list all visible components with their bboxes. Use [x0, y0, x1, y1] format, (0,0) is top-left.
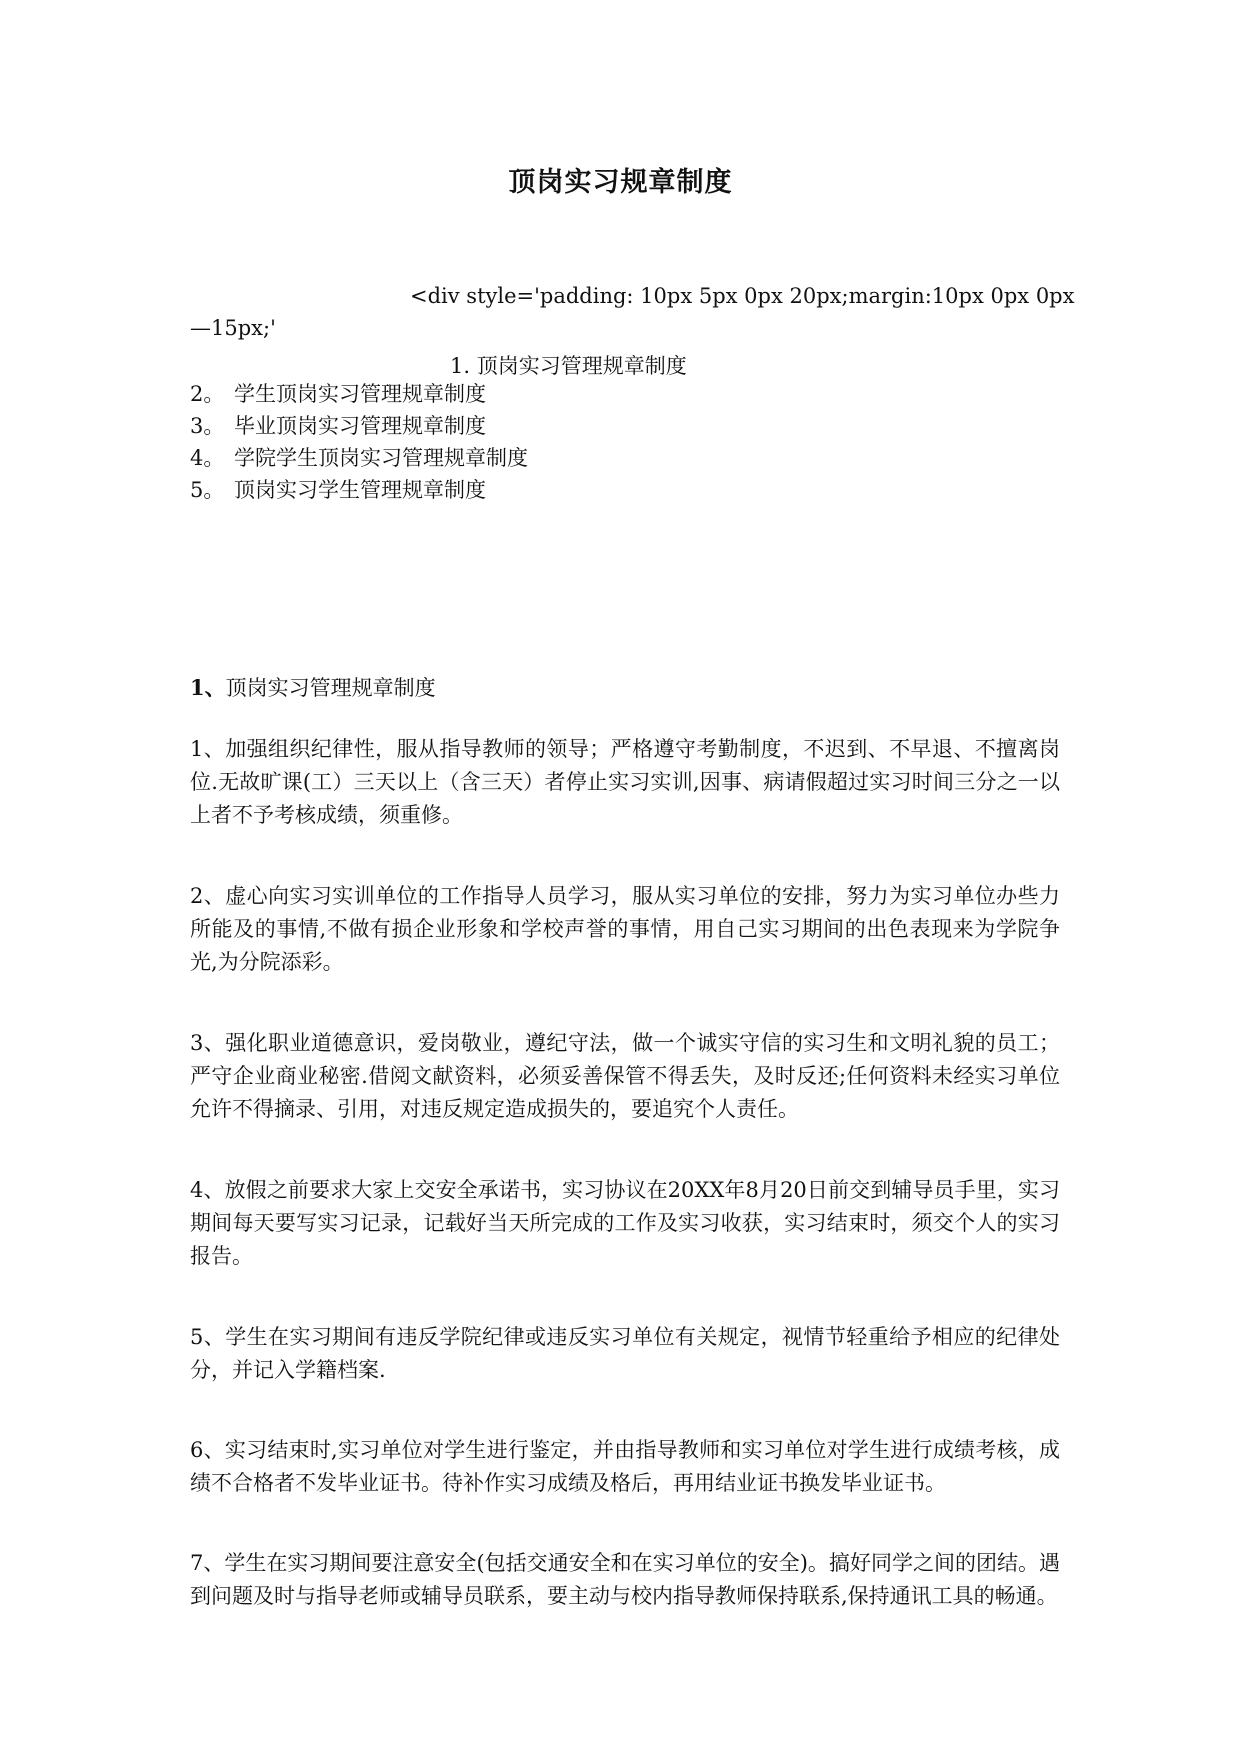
code-text-line-2: —15px;': [190, 316, 276, 340]
toc-item-1: 1. 顶岗实习管理规章制度: [450, 354, 687, 378]
rule-paragraph-3: 3、强化职业道德意识，爱岗敬业，遵纪守法，做一个诚实守信的实习生和文明礼貌的员工；严守企业商业秘密.借阅文献资料，必须妥善保管不得丢失，及时反还;任何资料未经实习单位允许不得摘录、引用，对违反规定造成损失的，要追究个人责任。: [190, 1031, 1060, 1121]
rule-paragraph-5: 5、学生在实习期间有违反学院纪律或违反实习单位有关规定，视情节轻重给予相应的纪律处分，并记入学籍档案.: [190, 1325, 1060, 1382]
toc-item: [190, 442, 528, 474]
toc-item: [190, 410, 528, 442]
toc-item-label: 毕业顶岗实习管理规章制度: [234, 414, 486, 438]
section-title: 顶岗实习管理规章制度: [225, 676, 436, 700]
section-heading: [190, 672, 436, 702]
toc-item-label: 学生顶岗实习管理规章制度: [234, 382, 486, 406]
rule-paragraph-7: 7、学生在实习期间要注意安全(包括交通安全和在实习单位的安全)。搞好同学之间的团结。遇到问题及时与指导老师或辅导员联系，要主动与校内指导教师保持联系,保持通讯工具的畅通。: [190, 1551, 1060, 1608]
toc-item: [190, 378, 528, 410]
toc-item-number: 3。: [190, 414, 225, 438]
toc-item-number: 5。: [190, 478, 225, 502]
toc-item-number: 2。: [190, 382, 225, 406]
toc-item-label: 顶岗实习学生管理规章制度: [234, 478, 486, 502]
document-title: 顶岗实习规章制度: [508, 167, 733, 198]
toc-item: [190, 474, 528, 506]
toc-list: [190, 378, 528, 506]
rule-paragraph-1: 1、加强组织纪律性，服从指导教师的领导；严格遵守考勤制度，不迟到、不早退、不擅离岗位.无故旷课(工）三天以上（含三天）者停止实习实训,因事、病请假超过实习时间三分之一以上者不予考核成绩，须重修。: [190, 737, 1060, 827]
rule-paragraph-6: 6、实习结束时,实习单位对学生进行鉴定，并由指导教师和实习单位对学生进行成绩考核，成绩不合格者不发毕业证书。待补作实习成绩及格后，再用结业证书换发毕业证书。: [190, 1438, 1060, 1495]
toc-item-number: 4。: [190, 446, 225, 470]
code-text-line-1: <div style='padding: 10px 5px 0px 20px;margin:10px 0px 0px: [410, 284, 1075, 308]
rule-paragraph-2: 2、虚心向实习实训单位的工作指导人员学习，服从实习单位的安排，努力为实习单位办些力所能及的事情,不做有损企业形象和学校声誉的事情，用自己实习期间的出色表现来为学院争光,为分院添彩。: [190, 884, 1060, 974]
section-number: 1、: [190, 675, 226, 700]
rule-paragraph-4: 4、放假之前要求大家上交安全承诺书，实习协议在20XX年8月20日前交到辅导员手里，实习期间每天要写实习记录，记载好当天所完成的工作及实习收获，实习结束时，须交个人的实习报告。: [190, 1178, 1060, 1268]
toc-item-label: 学院学生顶岗实习管理规章制度: [234, 446, 528, 470]
